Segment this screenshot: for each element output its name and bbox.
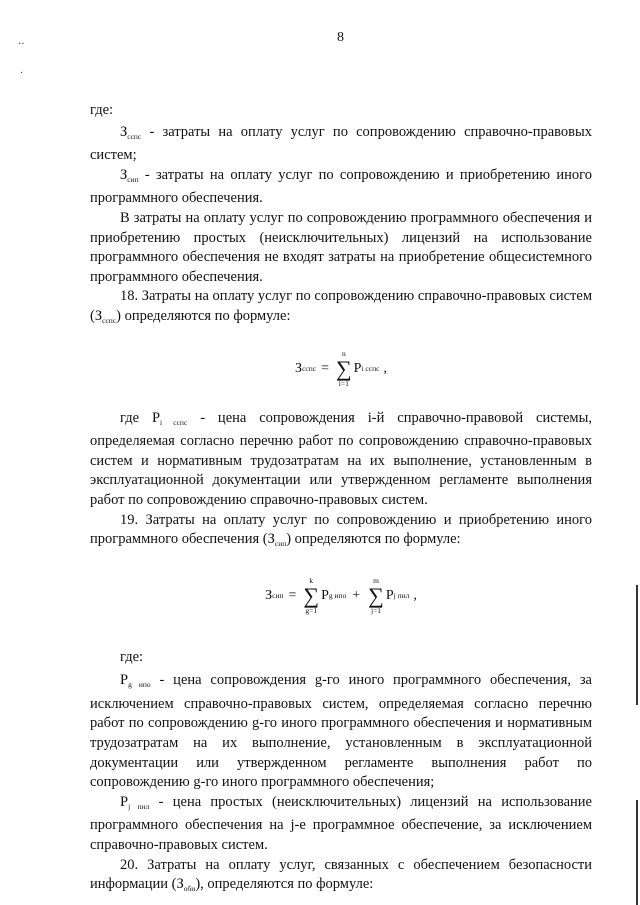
margin-mark: ‥ xyxy=(18,36,25,47)
formula-sip: З сип = k ∑ g=1 P g ипо + m ∑ j=1 P j пнл , xyxy=(265,576,417,615)
margin-mark: · xyxy=(20,68,24,79)
note-paragraph: В затраты на оплату услуг по сопровождению программного обеспечения и приобретению простых (неисключительных) лицензий на использование программного обеспечения не входят затраты на приобретение общесистемного программного обеспечения. xyxy=(90,209,592,285)
item-19-paragraph: 19. Затраты на оплату услуг по сопровождению и приобретению иного программного обеспечения $(З_{сип})$ определяются по формуле: xyxy=(90,511,592,549)
sum-sign: m ∑ j=1 xyxy=(368,576,384,615)
intro-label: где: xyxy=(90,102,114,118)
scan-edge-line xyxy=(636,800,638,905)
page-number: 8 xyxy=(337,30,344,45)
formula-ssps: З сспс = n ∑ i=1 P i сспс , xyxy=(295,349,387,388)
document-body xyxy=(90,101,592,899)
definition-sip: $З_{сип}$ - затраты на оплату услуг по сопровождению и приобретению иного программного обеспечения. xyxy=(90,166,592,207)
definition-ssps: $З_{сспс}$ - затраты на оплату услуг по сопровождению справочно-правовых систем; xyxy=(90,123,592,164)
item-18-paragraph: 18. Затраты на оплату услуг по сопровождению справочно-правовых систем $(З_{сспс})$ определяются по формуле: xyxy=(90,288,592,325)
sum-sign: k ∑ g=1 xyxy=(303,576,320,615)
sum-sign: n ∑ i=1 xyxy=(335,349,352,388)
definition-pg: $P_{g ипо}$ - цена сопровождения g-го иного программного обеспечения, за исключением справочно-правовых систем, определяемая согласно перечню работ по сопровождению g-го иного программного обеспечения и нормативным трудозатратам на их выполнение, установленным в эксплуатационной документации или утвержденном регламенте выполнения работ по сопровождению g-го иного программного обеспечения; xyxy=(90,672,592,791)
definition-pj: $P_{j пнл}$ - цена простых (неисключительных) лицензий на использование программного обеспечения на j-е программное обеспечение, за исключением справочно-правовых систем. xyxy=(90,793,592,854)
scan-edge-line xyxy=(636,585,638,705)
where-18-paragraph: где $P_{i сспс}$ - цена сопровождения i-й справочно-правовой системы, определяемая согласно перечню работ по сопровождению справочно-правовых систем и нормативным трудозатратам на их выполнение, установленным в эксплуатационной документации или утвержденном регламенте выполнения работ по сопровождению справочно-правовых систем. xyxy=(90,409,592,508)
item-20-paragraph: 20. Затраты на оплату услуг, связанных с обеспечением безопасности информации $(З_{оби})$, определяются по формуле: xyxy=(90,856,592,894)
where-19-label: где: xyxy=(120,648,144,665)
